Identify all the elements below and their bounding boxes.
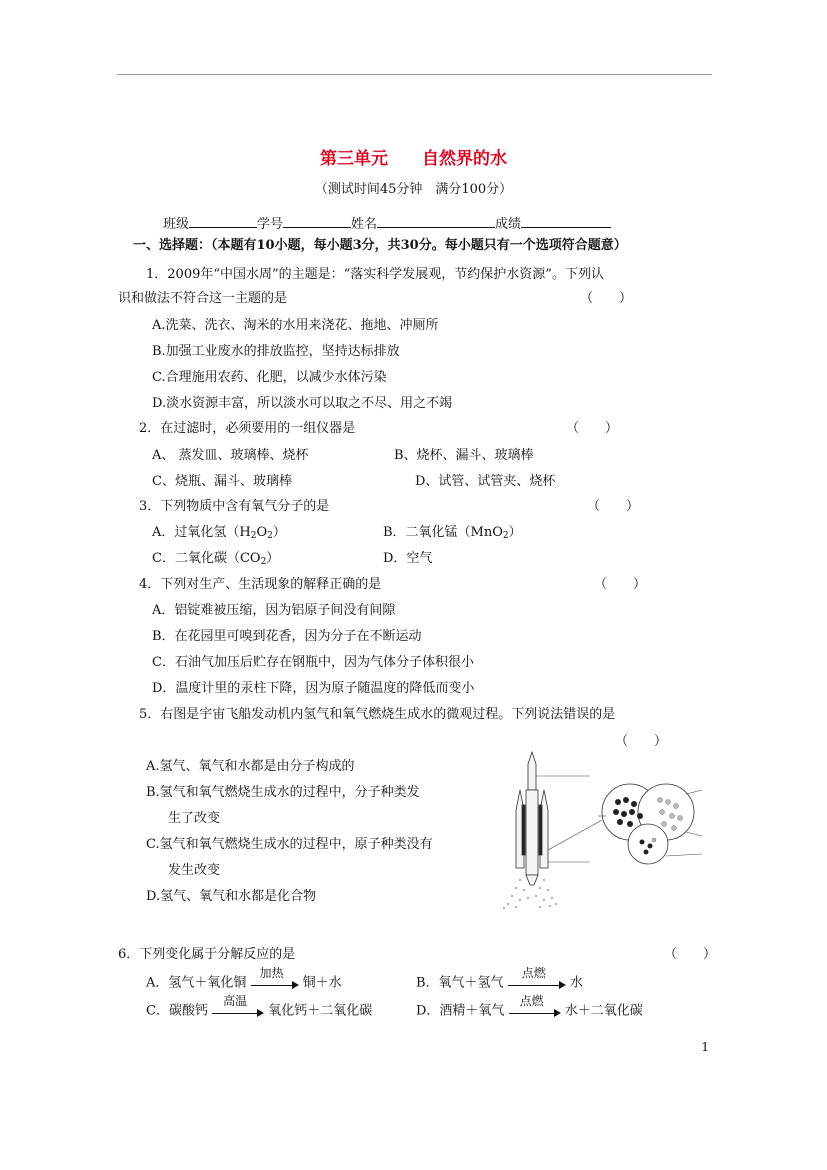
q1-option-d[interactable]: D.淡水资源丰富，所以淡水可以取之不尽、用之不竭 (152, 396, 453, 411)
info-score-label: 成绩 (495, 217, 522, 232)
rocket-reaction-figure (490, 750, 718, 910)
q4-option-b[interactable]: B．在花园里可嗅到花香，因为分子在不断运动 (152, 629, 422, 644)
q5-option-c-line2: 发生改变 (168, 863, 221, 878)
q2-option-b[interactable]: B、烧杯、漏斗、玻璃棒 (394, 448, 534, 463)
q6-c-reactants: C．碳酸钙 (146, 1003, 208, 1019)
q6-a-condition: 加热 (259, 966, 284, 980)
q4-stem: 4．下列对生产、生活现象的解释正确的是 (139, 577, 382, 592)
page-subtitle: （测试时间45分钟 满分100分） (314, 182, 513, 197)
q3-c-sub: 2 (260, 557, 267, 567)
q3-option-b[interactable] (383, 524, 522, 545)
number-blank[interactable] (283, 213, 351, 228)
q6-c-products: 氧化钙＋二氧化碳 (268, 1003, 373, 1019)
q6-answer-paren[interactable]: （ ） (664, 947, 717, 962)
q6-a-products: 铜＋水 (302, 975, 342, 991)
q4-option-c[interactable]: C．石油气加压后贮存在钢瓶中，因为气体分子体积很小 (152, 655, 474, 670)
q3-b-sub: 2 (502, 531, 509, 541)
q1-option-b[interactable]: B.加强工业废水的排放监控，坚持达标排放 (152, 344, 400, 359)
q2-option-c[interactable]: C、烧瓶、漏斗、玻璃棒 (152, 474, 292, 489)
info-number-label: 学号 (257, 217, 284, 232)
q6-b-reactants: B．氧气＋氢气 (416, 975, 504, 991)
q5-stem: 5．右图是宇宙飞船发动机内氢气和氧气燃烧生成水的微观过程。下列说法错误的是 (139, 707, 616, 722)
page-title: 第三单元 自然界的水 (320, 149, 507, 169)
score-blank[interactable] (521, 213, 611, 228)
q5-option-c-line1[interactable]: C.氢气和氧气燃烧生成水的过程中，原子种类没有 (146, 837, 433, 852)
q2-option-a[interactable]: A、 蒸发皿、玻璃棒、烧杯 (152, 448, 309, 463)
q3-b-end: ） (508, 525, 522, 540)
q3-a-mid: O (256, 525, 268, 540)
name-blank[interactable] (377, 213, 495, 228)
q3-c-text: C．二氧化碳（CO (152, 551, 261, 566)
q1-stem-line1: 1．2009年“中国水周”的主题是：“落实科学发展观，节约保护水资源”。下列认 (146, 267, 604, 282)
q1-option-a[interactable]: A.洗菜、洗衣、淘米的水用来浇花、拖地、冲厕所 (152, 318, 439, 333)
q3-option-a[interactable] (152, 524, 286, 545)
q3-c-end: ） (266, 551, 280, 566)
q2-stem: 2．在过滤时，必须要用的一组仪器是 (139, 421, 356, 436)
q2-option-d[interactable]: D、试管、试管夹、烧杯 (415, 474, 556, 489)
q4-option-d[interactable]: D．温度计里的汞柱下降，因为原子随温度的降低而变小 (152, 681, 475, 696)
q6-c-condition: 高温 (223, 994, 248, 1008)
q6-option-c[interactable] (146, 994, 373, 1021)
q5-answer-paren[interactable]: （ ） (615, 734, 668, 749)
q2-answer-paren[interactable]: （ ） (566, 421, 619, 436)
q3-b-text: B．二氧化锰（MnO (383, 525, 503, 540)
q4-option-a[interactable]: A．铝锭难被压缩，因为铝原子间没有间隙 (152, 603, 396, 618)
reaction-arrow-icon (508, 966, 566, 992)
reaction-arrow-icon (251, 966, 299, 992)
q6-stem: 6．下列变化属于分解反应的是 (118, 947, 296, 962)
info-name-label: 姓名 (351, 217, 378, 232)
q4-answer-paren[interactable]: （ ） (594, 577, 647, 592)
section-heading: 一、选择题：（本题有10小题，每小题3分，共30分。每小题只有一个选项符合题意） (133, 238, 627, 253)
class-blank[interactable] (189, 213, 257, 228)
q3-answer-paren[interactable]: （ ） (587, 499, 640, 514)
q6-option-d[interactable] (416, 994, 643, 1021)
q5-option-b-line1[interactable]: B.氢气和氧气燃烧生成水的过程中，分子种类发 (146, 785, 420, 800)
q6-option-a[interactable] (146, 966, 342, 993)
q3-option-d[interactable]: D．空气 (383, 551, 433, 566)
reaction-arrow-icon (509, 994, 561, 1020)
q6-option-b[interactable] (416, 966, 583, 993)
q6-d-products: 水＋二氧化碳 (564, 1003, 643, 1019)
rocket-icon (516, 752, 548, 885)
q6-b-condition: 点燃 (521, 966, 546, 980)
q6-a-reactants: A．氢气＋氧化铜 (146, 975, 247, 991)
q3-a-text: A．过氧化氢（H (152, 525, 251, 540)
q3-a-sub2: 2 (267, 531, 273, 541)
reaction-arrow-icon (212, 994, 264, 1020)
header-rule (117, 74, 712, 75)
q3-stem: 3．下列物质中含有氧气分子的是 (139, 499, 330, 514)
q3-option-c[interactable] (152, 550, 279, 571)
q6-d-condition: 点燃 (519, 994, 544, 1008)
q3-a-end: ） (272, 525, 286, 540)
q5-option-d[interactable]: D.氢气、氧气和水都是化合物 (146, 889, 317, 904)
page-number: 1 (701, 1040, 709, 1054)
q1-stem-line2: 识和做法不符合这一主题的是 (118, 291, 288, 306)
q3-a-sub1: 2 (250, 531, 257, 541)
q6-b-products: 水 (569, 975, 583, 991)
q1-option-c[interactable]: C.合理施用农药、化肥，以减少水体污染 (152, 370, 387, 385)
q1-answer-paren[interactable]: （ ） (580, 291, 633, 306)
info-class-label: 班级 (163, 217, 190, 232)
q6-d-reactants: D．酒精＋氧气 (416, 1003, 505, 1019)
q5-option-b-line2: 生了改变 (168, 811, 221, 826)
q5-option-a[interactable]: A.氢气、氧气和水都是由分子构成的 (146, 759, 355, 774)
info-line (163, 213, 611, 234)
